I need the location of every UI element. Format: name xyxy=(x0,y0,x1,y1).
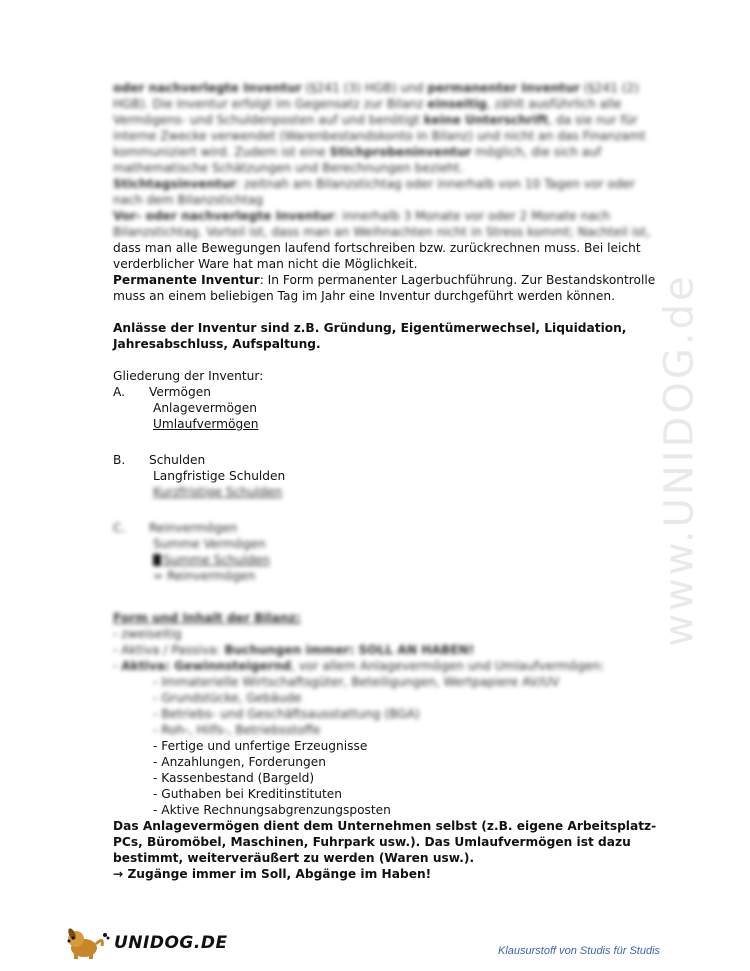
text-line: PCs, Büromöbel, Maschinen, Fuhrpark usw.). Das Umlaufvermögen ist dazu xyxy=(113,835,631,849)
text-line: oder nachverlegte Inventur (§241 (3) HGB) und permanenter Inventur (§241 (2) xyxy=(113,81,640,95)
gliederung-title: Gliederung der Inventur: xyxy=(113,369,264,383)
text-line: interne Zwecke verwendet (Warenbestandskonto in Bilanz) und nicht an das Finanzamt xyxy=(113,129,646,143)
list-item: - Kassenbestand (Bargeld) xyxy=(153,771,315,785)
text-line: mathematische Schätzungen und Berechnungen bezieht. xyxy=(113,161,464,175)
list-item: - Fertige und unfertige Erzeugnisse xyxy=(153,739,368,753)
list-item: - Grundstücke, Gebäude xyxy=(153,691,302,705)
list-item: - Guthaben bei Kreditinstituten xyxy=(153,787,343,801)
inventory-occasions xyxy=(113,320,643,352)
text-line: dass man alle Bewegungen laufend fortschreiben bzw. zurückrechnen muss. Bei leicht xyxy=(113,241,641,255)
section-b-heading xyxy=(113,452,643,468)
closing-paragraph xyxy=(113,818,657,882)
section-a-item: Umlaufvermögen xyxy=(153,417,259,431)
section-b-item: Langfristige Schulden xyxy=(153,469,286,483)
section-a-label: Vermögen xyxy=(149,385,211,399)
text-line: Das Anlagevermögen dient dem Unternehmen selbst (z.B. eigene Arbeitsplatz- xyxy=(113,819,657,833)
bilanz-blurred xyxy=(113,610,643,674)
text-line: HGB). Die Inventur erfolgt im Gegensatz zur Bilanz einseitig, zählt ausführlich alle xyxy=(113,97,622,111)
blurred-paragraph xyxy=(113,80,651,240)
unidog-logo xyxy=(64,926,228,960)
text-line: Jahresabschluss, Aufspaltung. xyxy=(113,337,321,351)
text-line: Stichtagsinventur: zeitnah am Bilanzstichtag oder innerhalb von 10 Tagen vor oder xyxy=(113,177,636,191)
watermark xyxy=(640,240,720,680)
document-body xyxy=(113,80,657,882)
list-item: - Betriebs- und Geschäftsausstattung (BGA) xyxy=(153,707,420,721)
list-item: - Aktive Rechnungsabgrenzungsposten xyxy=(153,803,391,817)
text-line: muss an einem beliebigen Tag im Jahr eine Inventur durchgeführt werden können. xyxy=(113,289,615,303)
text-line: Bilanzstichtag. Vorteil ist, dass man an Weihnachten nicht in Stress kommt; Nachteil ist, xyxy=(113,225,651,239)
list-item: - Immaterielle Wirtschaftsgüter, Beteiligungen, Wertpapiere AV/UV xyxy=(153,675,560,689)
text-line: nach dem Bilanzstichtag xyxy=(113,193,264,207)
footer-tagline: Klausurstoff von Studis für Studis xyxy=(498,945,661,957)
text-line: verderblicher Ware hat man nicht die Möglichkeit. xyxy=(113,257,418,271)
aktiva-list xyxy=(113,738,643,818)
section-a-letter: A. xyxy=(113,385,125,399)
text-line: Vermögens- und Schuldenposten auf und benötigt keine Unterschrift, da sie nur für xyxy=(113,113,638,127)
section-b-label: Schulden xyxy=(149,453,206,467)
watermark-text: www.UNIDOG.de xyxy=(657,273,703,647)
text-line: - zweiseitig xyxy=(113,627,182,641)
inventory-paragraph xyxy=(113,240,656,304)
logo-text: UNIDOG.DE xyxy=(114,933,228,953)
section-c-blurred: C. Reinvermögen Summe Vermögen Summe Schulden = Reinvermögen xyxy=(113,521,270,583)
text-line: - Aktiva: Gewinnsteigernd, vor allem Anlagevermögen und Umlaufvermögen: xyxy=(113,659,605,673)
dog-mascot-icon xyxy=(64,926,110,960)
list-item: - Roh-, Hilfs-, Betriebsstoffe xyxy=(153,723,321,737)
section-b-item-blurred: Kurzfristige Schulden xyxy=(153,485,283,499)
text-line: Anlässe der Inventur sind z.B. Gründung, Eigentümerwechsel, Liquidation, xyxy=(113,321,627,335)
section-a-item: Anlagevermögen xyxy=(153,401,257,415)
section-a-heading xyxy=(113,384,643,400)
aktiva-list-blurred xyxy=(113,674,643,738)
text-line: - Aktiva / Passiva: Buchungen immer: SOLL AN HABEN! xyxy=(113,643,475,657)
text-line: Form und Inhalt der Bilanz: xyxy=(113,611,301,625)
section-b-letter: B. xyxy=(113,453,126,467)
text-line: Vor- oder nachverlegte Inventur: innerhalb 3 Monate vor oder 2 Monate nach xyxy=(113,209,611,223)
text-line: Permanente Inventur: In Form permanenter Lagerbuchführung. Zur Bestandskontrolle xyxy=(113,273,656,287)
text-line: bestimmt, weiterveräußert zu werden (Waren usw.). xyxy=(113,851,475,865)
text-line: → Zugänge immer im Soll, Abgänge im Haben! xyxy=(113,867,432,881)
text-line: kommuniziert wird. Zudem ist eine Stichprobeninventur möglich, die sich auf xyxy=(113,145,602,159)
list-item: - Anzahlungen, Forderungen xyxy=(153,755,326,769)
